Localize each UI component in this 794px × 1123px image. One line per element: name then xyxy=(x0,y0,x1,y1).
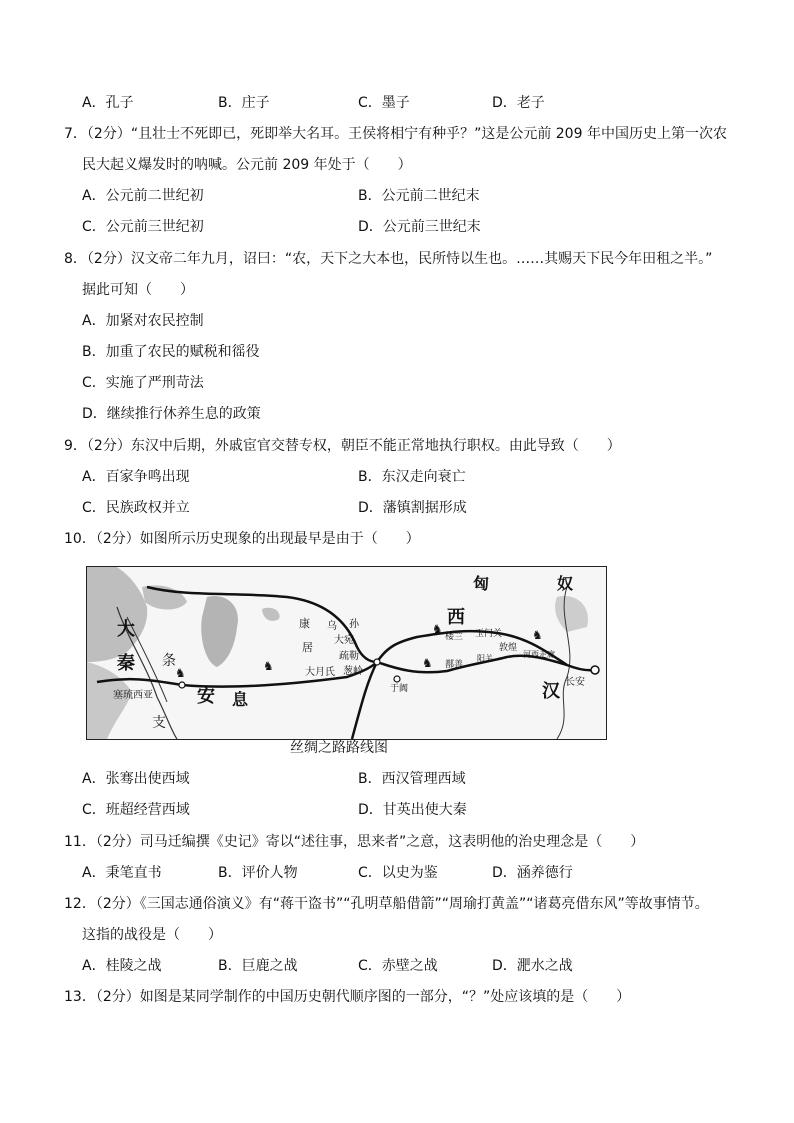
label-yutian: 于阗 xyxy=(390,684,409,694)
q7-option-d[interactable]: D．公元前三世纪末 xyxy=(358,219,481,235)
q9-option-a[interactable]: A．百家争鸣出现 xyxy=(82,469,190,485)
q8-option-b[interactable]: B．加重了农民的赋税和徭役 xyxy=(82,344,260,360)
label-tiao: 条 xyxy=(162,653,176,669)
q9-stem-line1: 9．（2分）东汉中后期，外戚宦官交替专权，朝臣不能正常地执行职权。由此导致（ ） xyxy=(64,438,621,454)
label-dayuezhi: 大月氏 xyxy=(305,667,335,678)
q13-stem-line1: 13．（2分）如图是某同学制作的中国历史朝代顺序图的一部分，“？”处应该填的是（ ） xyxy=(64,989,631,1005)
q8-stem-line2: 据此可知（ ） xyxy=(82,282,194,298)
q11-option-b[interactable]: B．评价人物 xyxy=(218,865,298,881)
q12-option-a[interactable]: A．桂陵之战 xyxy=(82,958,162,974)
camel-icon: ♞ xyxy=(532,628,543,642)
label-loulan: 楼兰 xyxy=(445,632,464,642)
label-xi: 西 xyxy=(447,607,465,628)
caspian-sea xyxy=(201,596,238,667)
label-xi-anxi: 息 xyxy=(232,690,249,709)
q9-option-c[interactable]: C．民族政权并立 xyxy=(82,500,190,516)
label-zhi: 支 xyxy=(152,715,166,731)
label-changan: 长安 xyxy=(565,677,585,688)
congling-city-marker xyxy=(374,659,380,665)
q8-option-d[interactable]: D．继续推行休养生息的政策 xyxy=(82,406,261,422)
q12-option-c[interactable]: C．赤壁之战 xyxy=(358,958,438,974)
q12-stem-line2: 这指的战役是（ ） xyxy=(82,927,222,943)
label-da: 大 xyxy=(117,619,135,640)
label-kang: 康 xyxy=(299,617,310,630)
q10-stem-line1: 10．（2分）如图所示历史现象的出现最早是由于（ ） xyxy=(64,531,420,547)
q8-option-c[interactable]: C．实施了严刑苛法 xyxy=(82,375,204,391)
black-sea xyxy=(142,585,187,609)
label-dayuan: 大宛 xyxy=(334,635,354,646)
yellow-sea-area xyxy=(555,596,588,632)
label-yumenguan: 玉门关 xyxy=(475,629,503,639)
q6-option-d[interactable]: D．老子 xyxy=(492,95,545,111)
aral-sea xyxy=(262,608,280,621)
q11-option-a[interactable]: A．秉笔直书 xyxy=(82,865,162,881)
q6-option-c[interactable]: C．墨子 xyxy=(358,95,410,111)
q11-stem-line1: 11．（2分）司马迁编撰《史记》寄以“述往事，思来者”之意，这表明他的治史理念是（ ） xyxy=(64,834,645,850)
label-hexi: 河西走廊 xyxy=(523,650,555,659)
q6-option-a[interactable]: A．孔子 xyxy=(82,95,134,111)
q10-option-d[interactable]: D．甘英出使大秦 xyxy=(358,802,467,818)
q9-option-b[interactable]: B．东汉走向衰亡 xyxy=(358,469,466,485)
label-seleucia: 塞琉西亚 xyxy=(113,690,153,701)
q8-option-a[interactable]: A．加紧对农民控制 xyxy=(82,313,204,329)
seleucia-city-marker xyxy=(179,682,185,688)
camel-icon: ♞ xyxy=(175,666,186,680)
q6-option-b[interactable]: B．庄子 xyxy=(218,95,270,111)
changan-city-marker xyxy=(591,666,599,674)
q12-option-b[interactable]: B．巨鹿之战 xyxy=(218,958,298,974)
label-congling: 葱岭 xyxy=(343,666,363,677)
camel-icon: ♞ xyxy=(422,656,433,670)
yutian-city-marker xyxy=(394,676,400,682)
label-ju: 居 xyxy=(302,641,313,654)
label-shanshan: 鄯善 xyxy=(445,660,464,670)
q9-option-d[interactable]: D．藩镇割据形成 xyxy=(358,500,467,516)
label-xiongnu-2: 奴 xyxy=(557,574,574,593)
label-wusun-2: 孙 xyxy=(349,619,359,630)
q11-option-d[interactable]: D．涵养德行 xyxy=(492,865,573,881)
label-wusun-1: 乌 xyxy=(327,621,337,632)
q8-stem-line1: 8．（2分）汉文帝二年九月，诏曰：“农，天下之大本也，民所恃以生也。……其赐天下民今年田租之半。” xyxy=(64,251,713,267)
q10-option-b[interactable]: B．西汉管理西域 xyxy=(358,771,466,787)
label-shule: 疏勒 xyxy=(339,651,359,662)
q7-stem-line2: 民大起义爆发时的呐喊。公元前 209 年处于（ ） xyxy=(82,157,412,173)
silk-road-map-svg xyxy=(87,567,606,739)
camel-icon: ♞ xyxy=(263,659,274,673)
q10-option-c[interactable]: C．班超经营西域 xyxy=(82,802,190,818)
map-caption: 丝绸之路路线图 xyxy=(290,740,388,756)
label-yangguan: 阳关 xyxy=(477,654,493,663)
q10-option-a[interactable]: A．张骞出使西域 xyxy=(82,771,190,787)
silk-road-map xyxy=(86,566,607,740)
q7-option-a[interactable]: A．公元前二世纪初 xyxy=(82,188,204,204)
label-han: 汉 xyxy=(542,681,560,702)
label-xiongnu-1: 匈 xyxy=(473,574,490,593)
label-qin: 秦 xyxy=(117,653,135,674)
q7-stem-line1: 7．（2分）“且壮士不死即已，死即举大名耳。王侯将相宁有种乎？”这是公元前 209 年中国历史上第一次农 xyxy=(64,126,727,142)
q12-option-d[interactable]: D．淝水之战 xyxy=(492,958,573,974)
q7-option-b[interactable]: B．公元前二世纪末 xyxy=(358,188,480,204)
label-an: 安 xyxy=(197,686,215,707)
q12-stem-line1: 12．（2分）《三国志通俗演义》有“蒋干盗书”“孔明草船借箭”“周瑜打黄盖”“诸葛亮借东风”等故事情节。 xyxy=(64,896,709,912)
label-dunhuang: 敦煌 xyxy=(499,643,518,653)
q11-option-c[interactable]: C．以史为鉴 xyxy=(358,865,438,881)
mediterranean-sea xyxy=(87,567,147,662)
q7-option-c[interactable]: C．公元前三世纪初 xyxy=(82,219,204,235)
camel-icon: ♞ xyxy=(432,622,443,636)
